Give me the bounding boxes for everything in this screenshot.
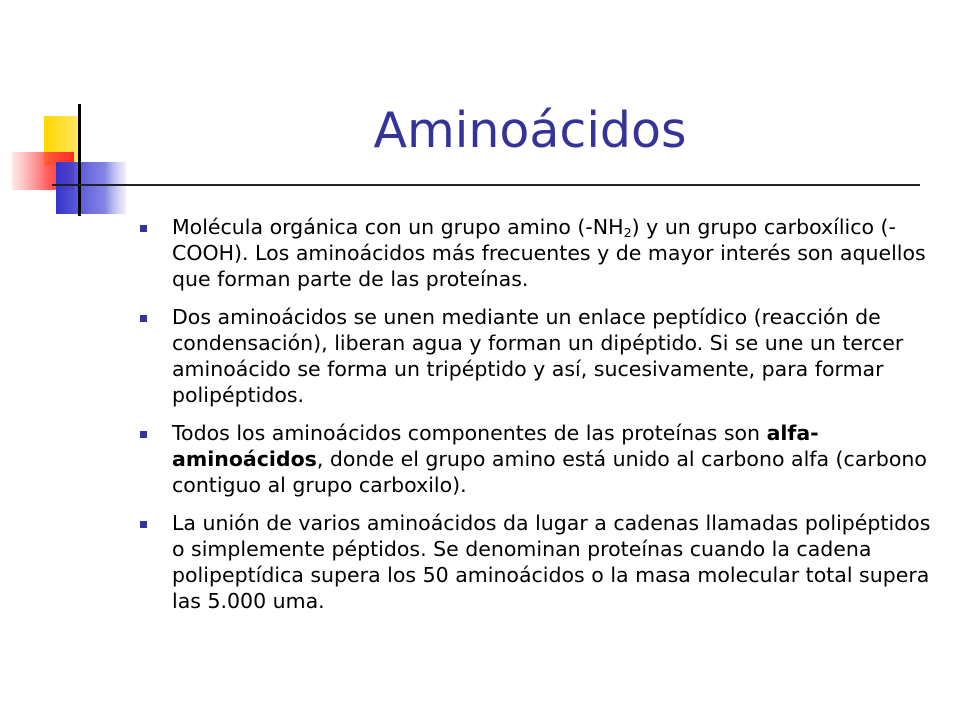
square-bullet-icon [140, 431, 147, 438]
decorative-squares-graphic [0, 0, 140, 230]
square-bullet-icon [140, 225, 147, 232]
square-bullet-icon [140, 521, 147, 528]
bullet-item-2: Dos aminoácidos se unen mediante un enlace peptídico (reacción de condensación), liberan agua y forman un dipéptido. Si se une un tercer aminoácido se forma un tripéptido y así, sucesivamente, para formar polipéptidos. [136, 304, 936, 408]
bullet-item-1: Molécula orgánica con un grupo amino $(-NH_2)$ y un grupo carboxílico (-COOH). Los aminoácidos más frecuentes y de mayor interés son aquellos que forman parte de las proteínas. [136, 214, 936, 292]
slide-title: Aminoácidos [373, 102, 687, 159]
title-divider [52, 184, 920, 186]
bullet-list [136, 214, 936, 626]
bullet-item-4: La unión de varios aminoácidos da lugar a cadenas llamadas polipéptidos o simplemente péptidos. Se denominan proteínas cuando la cadena polipeptídica supera los 50 aminoácidos o la masa molecular total supera las 5.000 uma. [136, 510, 936, 614]
blue-square [56, 162, 126, 214]
bullet-item-3: Todos los aminoácidos componentes de las proteínas son alfa-aminoácidos, donde el grupo amino está unido al carbono alfa (carbono contiguo al grupo carboxilo). [136, 420, 936, 498]
bold-term: alfa-aminoácidos [172, 421, 819, 471]
square-bullet-icon [140, 315, 147, 322]
